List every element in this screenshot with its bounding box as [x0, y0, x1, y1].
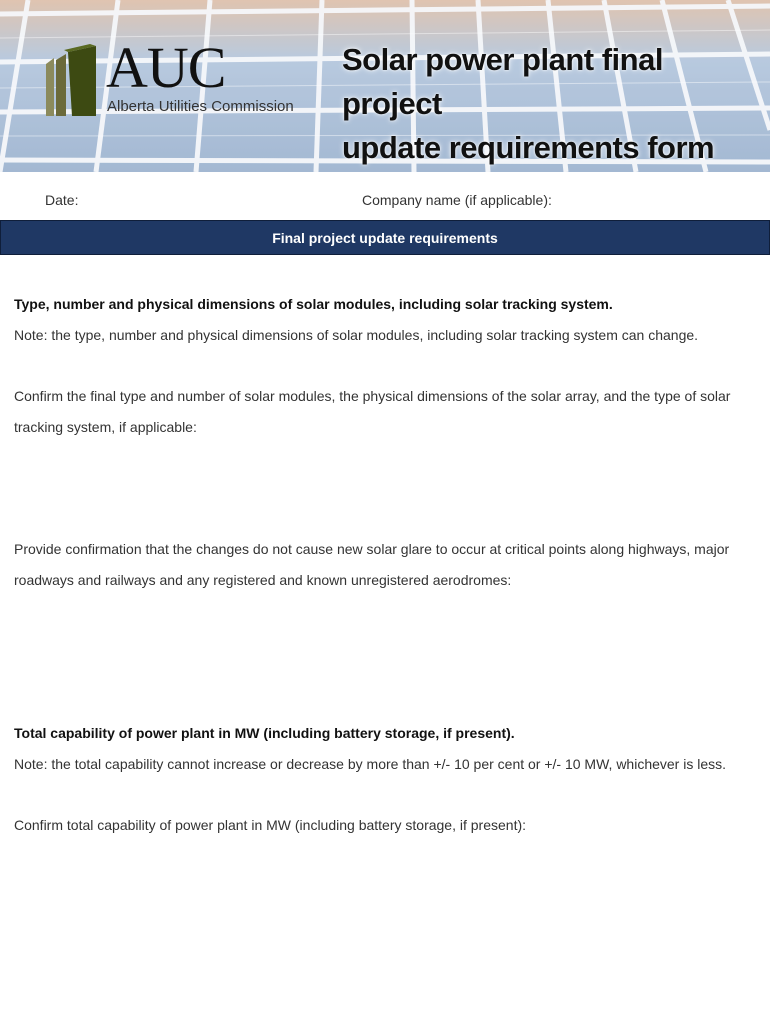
q3-note: Note: the total capability cannot increase or decrease by more than +/- 10 per cent or +/- 10 MW, whichever is less. [14, 756, 727, 772]
title-line-1: Solar power plant final project [342, 42, 663, 121]
q1-note: Note: the type, number and physical dimensions of solar modules, including solar tracking system can change. [14, 327, 699, 343]
logo-text: AUC [106, 35, 226, 100]
q3-heading: Total capability of power plant in MW (including battery storage, if present). [14, 725, 515, 741]
section-header [0, 220, 770, 255]
auc-logo [44, 35, 294, 124]
auc-logo-mark [44, 44, 100, 120]
document-title [342, 38, 762, 170]
q2-line-1: Provide confirmation that the changes do not cause new solar glare to occur at critical points along highways, major [14, 541, 730, 557]
title-line-2: update requirements form [342, 130, 715, 165]
logo-subtitle: Alberta Utilities Commission [107, 98, 294, 115]
q1-confirm-line-1: Confirm the final type and number of solar modules, the physical dimensions of the solar array, and the type of solar [14, 388, 731, 404]
q1-heading: Type, number and physical dimensions of solar modules, including solar tracking system. [14, 296, 613, 312]
q2-line-2: roadways and railways and any registered and known unregistered aerodromes: [14, 572, 512, 588]
date-label: Date: [45, 192, 79, 208]
q1-confirm-line-2: tracking system, if applicable: [14, 419, 197, 435]
q3-confirm: Confirm total capability of power plant in MW (including battery storage, if present): [14, 817, 527, 833]
header-banner [0, 0, 770, 172]
company-name-label: Company name (if applicable): [362, 192, 552, 208]
section-title: Final project update requirements [272, 229, 498, 246]
